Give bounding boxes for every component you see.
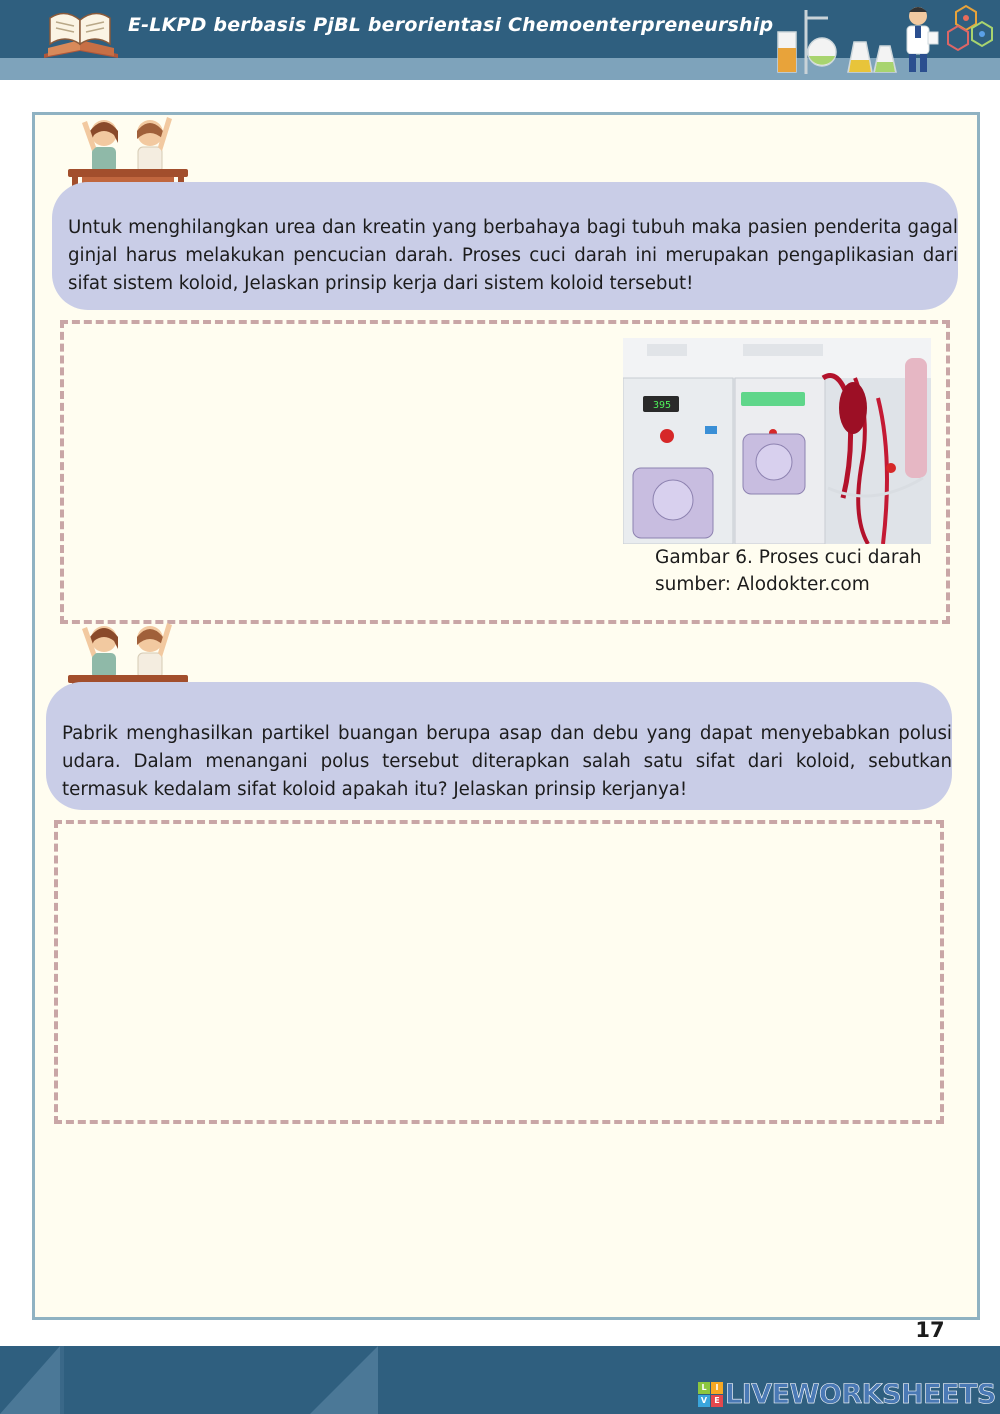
header-bar bbox=[0, 0, 1000, 80]
figure-caption-source: sumber: Alodokter.com bbox=[655, 574, 870, 595]
dialysis-machine-image bbox=[623, 338, 931, 544]
liveworksheets-logo-icon: L I V E bbox=[698, 1382, 723, 1407]
page-number: 17 bbox=[915, 1318, 945, 1342]
dialysis-machine-photo bbox=[623, 338, 931, 544]
answer-box[interactable] bbox=[54, 820, 944, 1124]
open-book-icon bbox=[40, 4, 122, 60]
chemistry-lab-illustration bbox=[772, 2, 994, 76]
question-bubble bbox=[52, 182, 958, 310]
question-bubble bbox=[46, 682, 952, 810]
machine-display-readout: 395 bbox=[653, 400, 672, 411]
question-text: Pabrik menghasilkan partikel buangan berupa asap dan debu yang dapat menyebabkan polusi udara. Dalam menangani polus tersebut diterapkan salah satu sifat dari koloid, sebutkan termasuk kedalam sifat koloid apakah itu? Jelaskan prinsip kerjanya! bbox=[62, 723, 952, 800]
liveworksheets-logo[interactable] bbox=[698, 1378, 996, 1410]
question-text: Untuk menghilangkan urea dan kreatin yang berbahaya bagi tubuh maka pasien penderita gagal ginjal harus melakukan pencucian darah. Proses cuci darah ini merupakan pengaplikasian dari sifat sistem koloid, Jelaskan prinsip kerja dari sistem koloid tersebut! bbox=[68, 217, 958, 294]
header-title: E-LKPD berbasis PjBL berorientasi Chemoenterpreneurship bbox=[128, 14, 774, 36]
figure-caption-title: Gambar 6. Proses cuci darah bbox=[655, 547, 922, 568]
liveworksheets-brand-text: LIVEWORKSHEETS bbox=[725, 1378, 996, 1410]
figure-caption bbox=[655, 544, 955, 598]
